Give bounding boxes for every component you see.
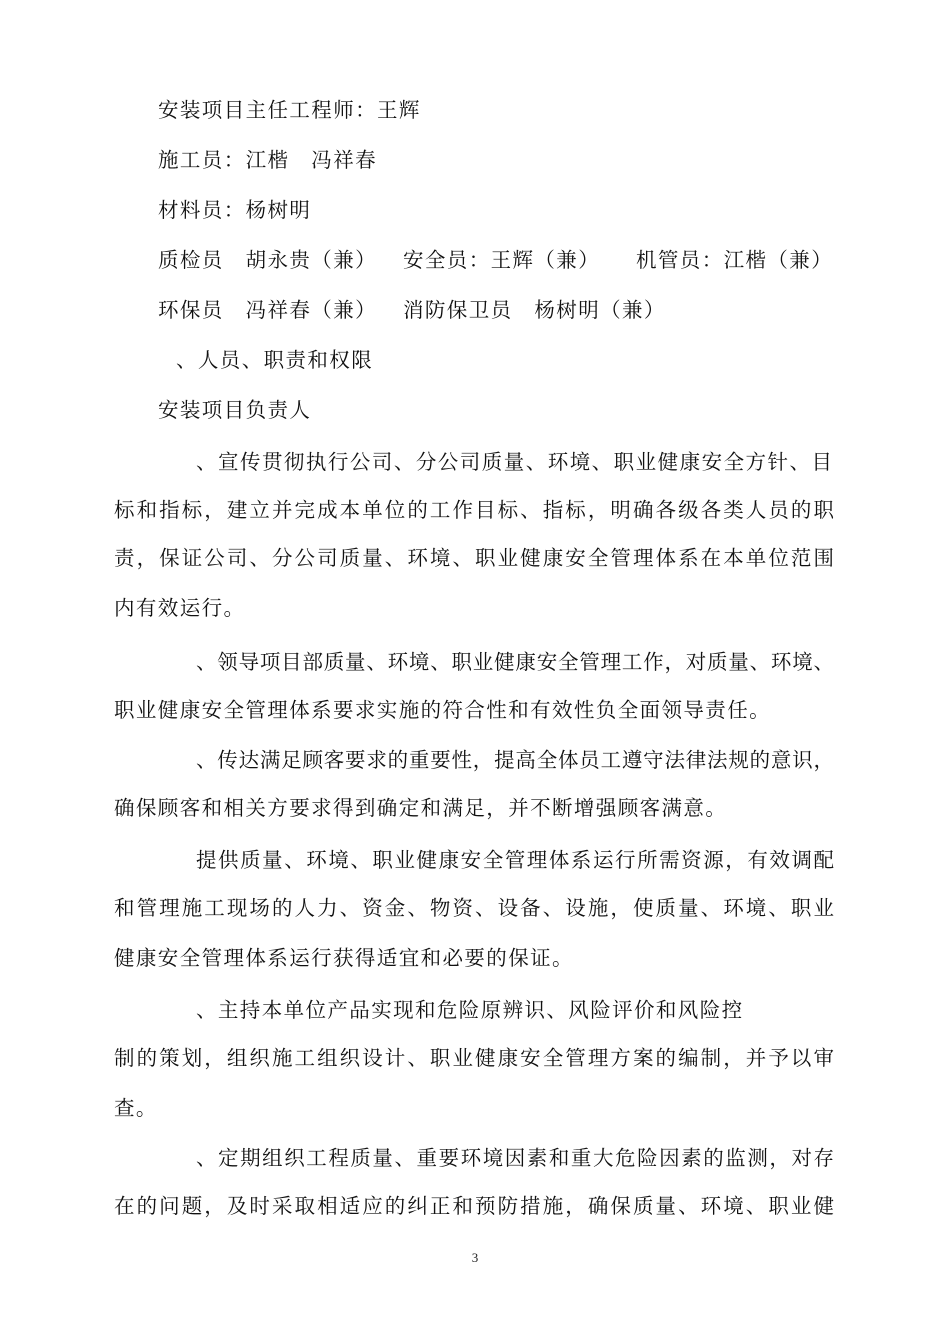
p2-line-2: 职业健康安全管理体系要求实施的符合性和有效性负全面领导责任。 — [114, 698, 771, 722]
fire-guard: 消防保卫员 杨树明（兼） — [403, 298, 666, 322]
quality-inspector: 质检员 胡永贵（兼） — [158, 248, 377, 272]
p2-line-1: 、领导项目部质量、环境、职业健康安全管理工作，对质量、环境、 — [196, 650, 834, 674]
p5-line-2: 制的策划，组织施工组织设计、职业健康安全管理方案的编制，并予以审 — [114, 1046, 834, 1070]
staff-row-2 — [158, 297, 678, 323]
page-number: 3 — [471, 1250, 479, 1265]
section-heading: 、人员、职责和权限 — [176, 348, 374, 372]
p5-line-1: 、主持本单位产品实现和危险原辨识、风险评价和风险控 — [196, 998, 744, 1022]
p1-line-2: 标和指标，建立并完成本单位的工作目标、指标，明确各级各类人员的职 — [114, 498, 834, 522]
machine-manager: 机管员：江楷（兼） — [636, 248, 834, 272]
safety-officer: 安全员：王辉（兼） — [403, 248, 601, 272]
chief-engineer-line: 安装项目主任工程师：王辉 — [158, 98, 421, 122]
p1-line-3: 责，保证公司、分公司质量、环境、职业健康安全管理体系在本单位范围 — [114, 546, 834, 570]
p1-line-1: 、宣传贯彻执行公司、分公司质量、环境、职业健康安全方针、目 — [196, 450, 832, 474]
constructors-line: 施工员：江楷 冯祥春 — [158, 148, 377, 172]
p4-line-2: 和管理施工现场的人力、资金、物资、设备、设施，使质量、环境、职业 — [114, 896, 834, 920]
staff-row-1 — [158, 247, 838, 273]
section-subheading: 安装项目负责人 — [158, 398, 312, 422]
p1-line-4: 内有效运行。 — [114, 596, 246, 620]
p6-line-1: 、定期组织工程质量、重要环境因素和重大危险因素的监测，对存 — [196, 1146, 834, 1170]
env-officer: 环保员 冯祥春（兼） — [158, 298, 377, 322]
p4-line-3: 健康安全管理体系运行获得适宜和必要的保证。 — [114, 946, 574, 970]
p6-line-2: 在的问题，及时采取相适应的纠正和预防措施，确保质量、环境、职业健 — [114, 1194, 834, 1218]
p4-line-1: 提供质量、环境、职业健康安全管理体系运行所需资源，有效调配 — [196, 848, 834, 872]
p5-line-3: 查。 — [114, 1096, 158, 1120]
p3-line-1: 、传达满足顾客要求的重要性，提高全体员工遵守法律法规的意识， — [196, 748, 834, 772]
material-clerk-line: 材料员：杨树明 — [158, 198, 312, 222]
p3-line-2: 确保顾客和相关方要求得到确定和满足，并不断增强顾客满意。 — [114, 796, 728, 820]
